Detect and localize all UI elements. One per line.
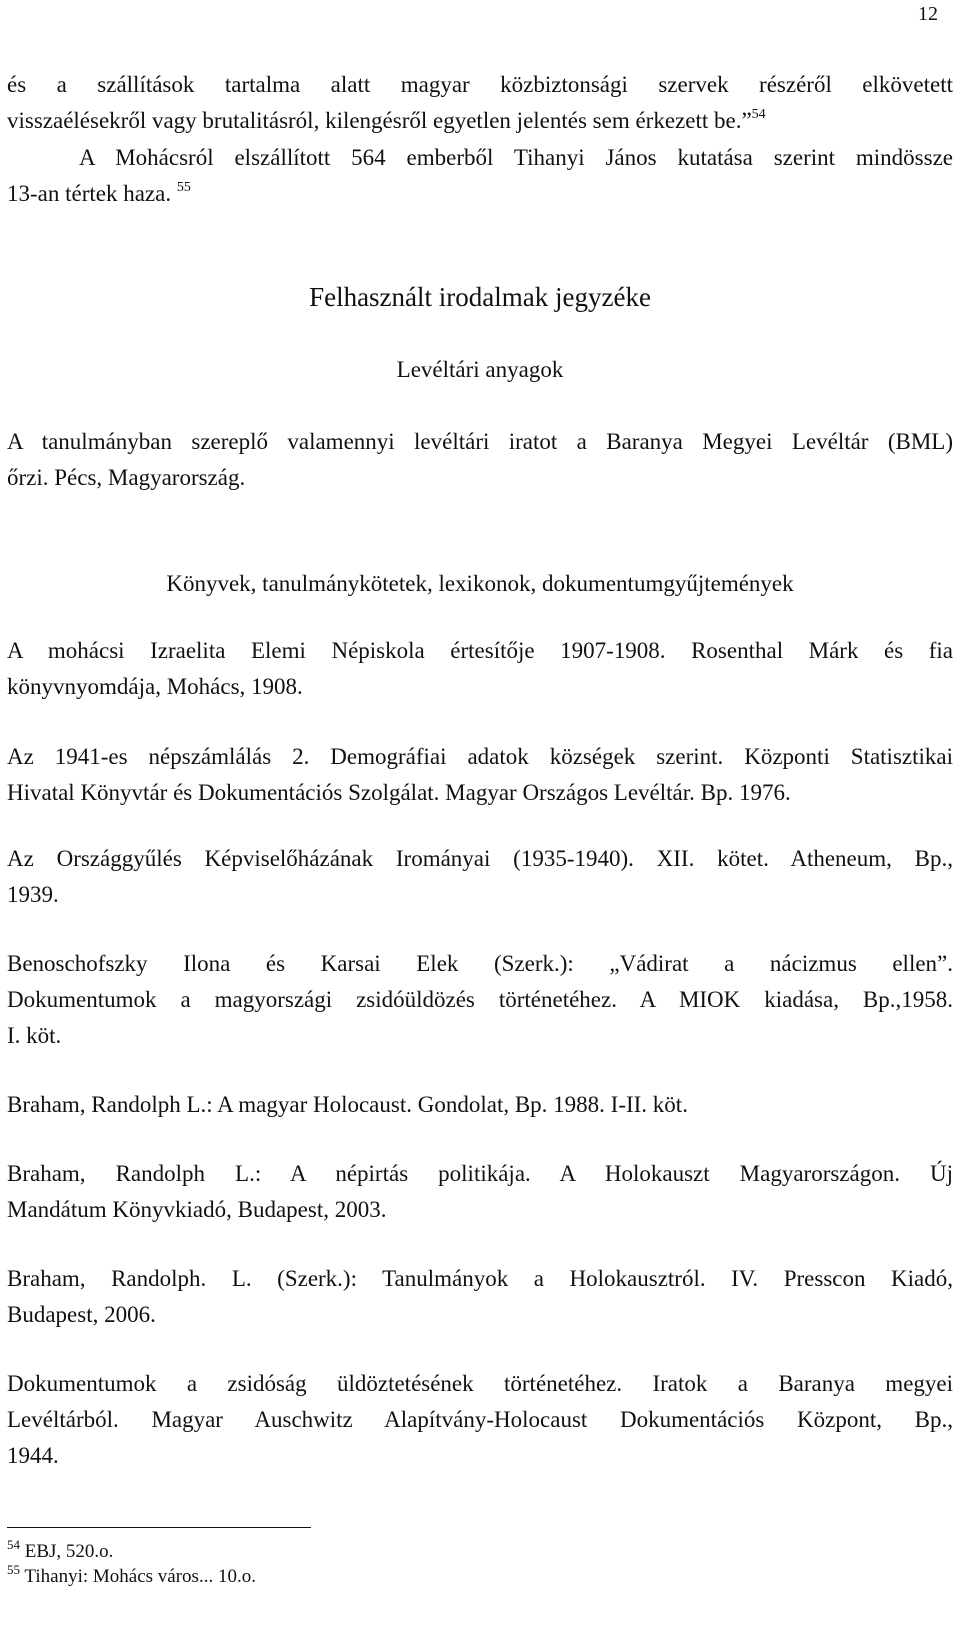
bibliography-entry: [7, 841, 953, 877]
entry-text: Dokumentumok a magyországi zsidóüldözés történetéhez. A MIOK kiadása, Bp.,1958.: [7, 987, 953, 1012]
intro-text: visszaélésekről vagy brutalitásról, kilengésről egyetlen jelentés sem érkezett be.”: [7, 108, 752, 133]
bibliography-entry: Budapest, 2006.: [7, 1302, 156, 1327]
bibliography-entry: [7, 739, 953, 775]
intro-text: és a szállítások tartalma alatt magyar közbiztonsági szervek részéről elkövetett: [7, 72, 953, 97]
archives-text-line: [7, 424, 953, 460]
intro-text: 13-an tértek haza.: [7, 181, 172, 206]
bibliography-entry: 1944.: [7, 1443, 59, 1468]
bibliography-entry: Hivatal Könyvtár és Dokumentációs Szolgálat. Magyar Országos Levéltár. Bp. 1976.: [7, 780, 791, 805]
entry-text: A mohácsi Izraelita Elemi Népiskola értesítője 1907-1908. Rosenthal Márk és fia: [7, 638, 953, 663]
footnote-text: EBJ, 520.o.: [24, 1541, 114, 1562]
bibliography-entry: 1939.: [7, 882, 59, 907]
bibliography-entry: [7, 633, 953, 669]
footnote-54: [7, 1537, 114, 1564]
bibliography-entry: I. köt.: [7, 1023, 62, 1048]
intro-line: [79, 140, 953, 176]
entry-text: Dokumentumok a zsidóság üldöztetésének történetéhez. Iratok a Baranya megyei: [7, 1371, 953, 1396]
archives-text: A tanulmányban szereplő valamennyi levéltári iratot a Baranya Megyei Levéltár (BML): [7, 429, 953, 454]
bibliography-entry: könyvnyomdája, Mohács, 1908.: [7, 674, 303, 699]
footnote-number: 55: [7, 1562, 20, 1577]
entry-text: Az 1941-es népszámlálás 2. Demográfiai adatok községek szerint. Központi Statisztikai: [7, 744, 953, 769]
intro-line: [7, 67, 953, 103]
entry-text: Braham, Randolph. L. (Szerk.): Tanulmányok a Holokausztról. IV. Presscon Kiadó,: [7, 1266, 953, 1291]
intro-line: [7, 176, 953, 212]
archives-heading: Levéltári anyagok: [396, 357, 564, 382]
entry-text: Az Országgyűlés Képviselőházának Irományai (1935-1940). XII. kötet. Atheneum, Bp.,: [7, 846, 953, 871]
bibliography-entry: [7, 1366, 953, 1402]
footnote-separator: [7, 1527, 311, 1528]
entry-text: Benoschofszky Ilona és Karsai Elek (Szerk.): „Vádirat a nácizmus ellen”.: [7, 951, 953, 976]
bibliography-entry: [7, 1402, 953, 1438]
footnote-ref-55[interactable]: 55: [176, 180, 191, 195]
entry-text: Braham, Randolph L.: A népirtás politikája. A Holokauszt Magyarországon. Új: [7, 1161, 953, 1186]
footnote-number: 54: [7, 1537, 20, 1552]
bibliography-entry: [7, 946, 953, 982]
bibliography-entry: Mandátum Könyvkiadó, Budapest, 2003.: [7, 1197, 387, 1222]
footnote-55: [7, 1562, 256, 1589]
bibliography-entry: Braham, Randolph L.: A magyar Holocaust. Gondolat, Bp. 1988. I-II. köt.: [7, 1092, 688, 1117]
footnote-ref-54[interactable]: 54: [751, 107, 766, 122]
archives-text-line: őrzi. Pécs, Magyarország.: [7, 465, 246, 490]
bibliography-title: Felhasznált irodalmak jegyzéke: [309, 282, 651, 312]
bibliography-entry: [7, 1156, 953, 1192]
bibliography-entry: [7, 982, 953, 1018]
books-heading: Könyvek, tanulmánykötetek, lexikonok, dokumentumgyűjtemények: [166, 571, 794, 596]
entry-text: Levéltárból. Magyar Auschwitz Alapítvány-Holocaust Dokumentációs Központ, Bp.,: [7, 1407, 953, 1432]
bibliography-entry: [7, 1261, 953, 1297]
intro-text: A Mohácsról elszállított 564 emberből Tihanyi János kutatása szerint mindössze: [79, 145, 953, 170]
page-number: 12: [918, 3, 938, 25]
intro-line: [7, 103, 953, 139]
footnote-text: Tihanyi: Mohács város... 10.o.: [24, 1566, 256, 1587]
